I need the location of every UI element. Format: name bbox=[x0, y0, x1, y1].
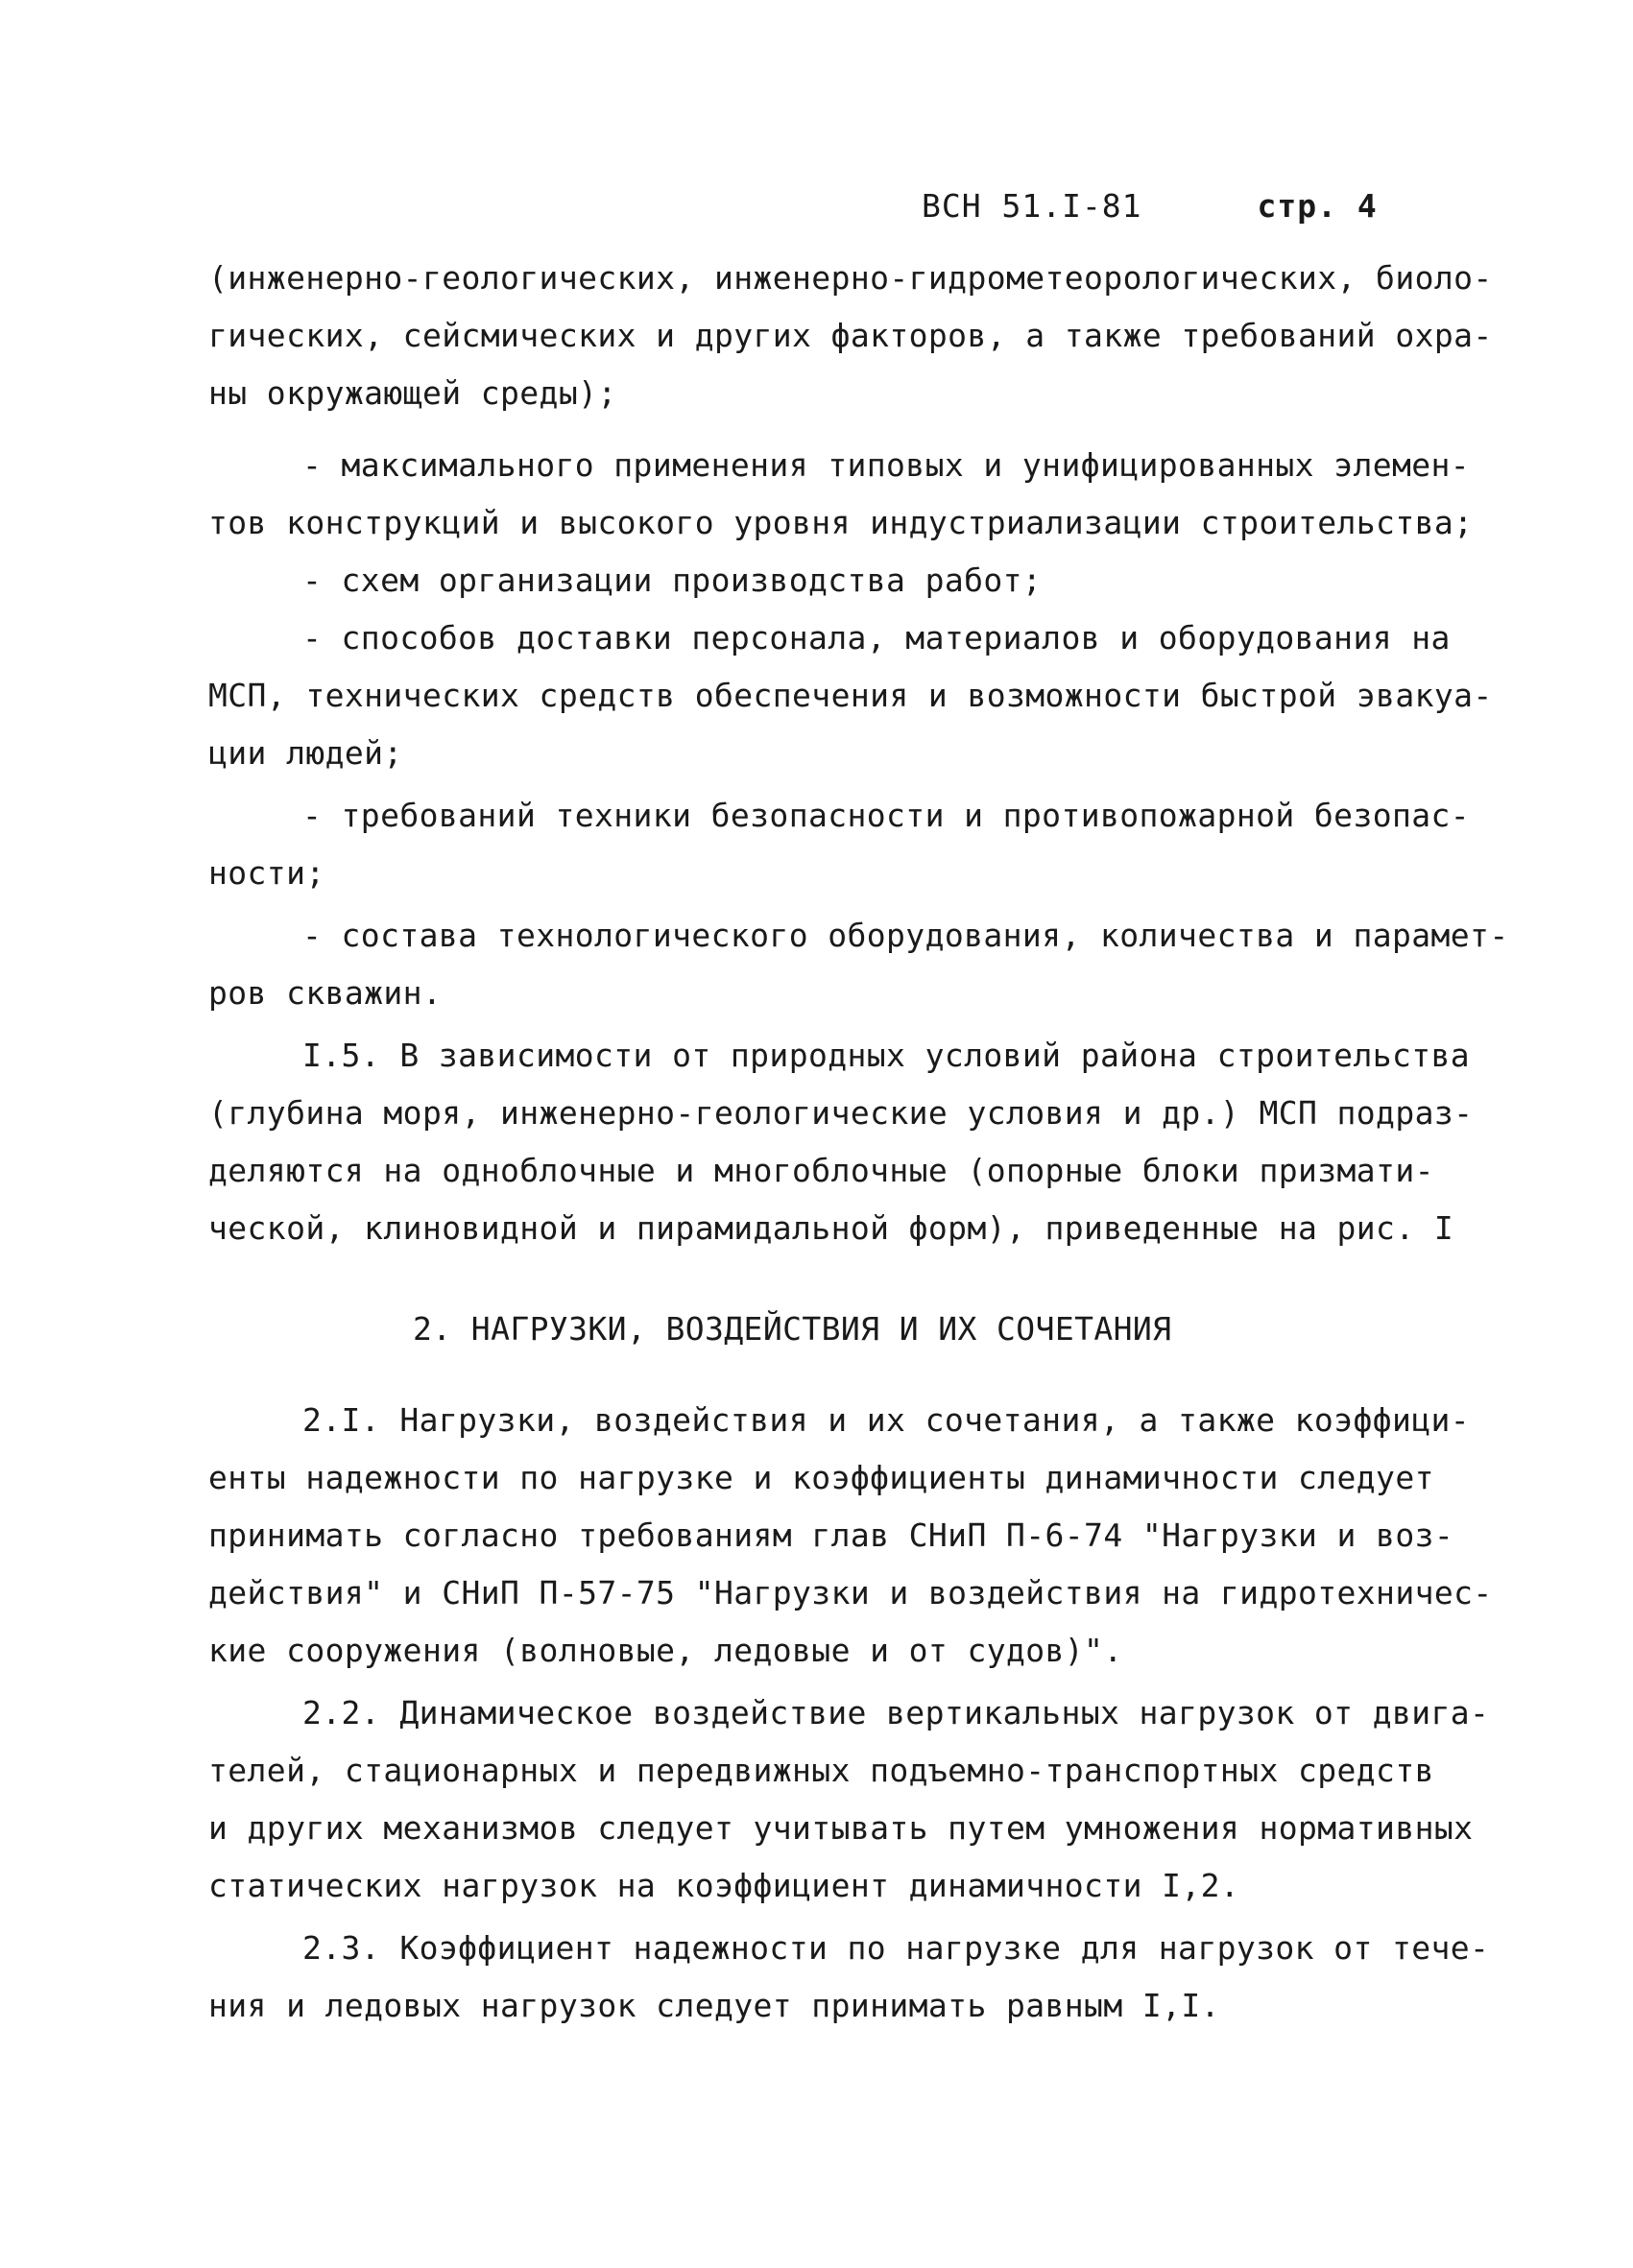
text-line: тов конструкций и высокого уровня индустриализации строительства; bbox=[208, 504, 1474, 541]
page-number: стр. 4 bbox=[1257, 187, 1378, 225]
text-line: ции людей; bbox=[208, 734, 403, 772]
text-line: енты надежности по нагрузке и коэффициенты динамичности следует bbox=[208, 1459, 1434, 1496]
text-line: деляются на одноблочные и многоблочные (опорные блоки призмати- bbox=[208, 1152, 1434, 1189]
text-line: ности; bbox=[208, 854, 325, 892]
text-line: - требований техники безопасности и противопожарной безопас- bbox=[302, 797, 1471, 834]
text-line: статических нагрузок на коэффициент динамичности I,2. bbox=[208, 1867, 1240, 1904]
text-line: 2.3. Коэффициент надежности по нагрузке для нагрузок от тече- bbox=[302, 1929, 1490, 1967]
text-line: принимать согласно требованиям глав СНиП П-6-74 "Нагрузки и воз- bbox=[208, 1516, 1454, 1554]
text-line: кие сооружения (волновые, ледовые и от судов)". bbox=[208, 1632, 1123, 1669]
text-line: МСП, технических средств обеспечения и возможности быстрой эвакуа- bbox=[208, 677, 1493, 714]
text-line: действия" и СНиП П-57-75 "Нагрузки и воздействия на гидротехничес- bbox=[208, 1574, 1493, 1611]
text-line: 2.2. Динамическое воздействие вертикальных нагрузок от двига- bbox=[302, 1694, 1490, 1731]
text-line: (инженерно-геологических, инженерно-гидрометеорологических, биоло- bbox=[208, 259, 1493, 297]
text-line: ны окружающей среды); bbox=[208, 374, 617, 412]
text-line: и других механизмов следует учитывать путем умножения нормативных bbox=[208, 1809, 1474, 1847]
page-header bbox=[922, 187, 1378, 225]
text-line: - максимального применения типовых и унифицированных элемен- bbox=[302, 446, 1471, 484]
text-line: телей, стационарных и передвижных подъемно-транспортных средств bbox=[208, 1752, 1434, 1789]
text-line: ния и ледовых нагрузок следует принимать равным I,I. bbox=[208, 1987, 1220, 2024]
text-line: (глубина моря, инженерно-геологические условия и др.) МСП подраз- bbox=[208, 1094, 1474, 1132]
text-line: I.5. В зависимости от природных условий района строительства bbox=[302, 1037, 1471, 1074]
document-code: ВСН 51.I-81 bbox=[922, 187, 1142, 225]
text-line: - состава технологического оборудования, количества и парамет- bbox=[302, 917, 1509, 954]
text-line: 2.I. Нагрузки, воздействия и их сочетания, а также коэффици- bbox=[302, 1401, 1471, 1439]
text-line: - способов доставки персонала, материалов и оборудования на bbox=[302, 619, 1451, 657]
section-heading: 2. НАГРУЗКИ, ВОЗДЕЙСТВИЯ И ИХ СОЧЕТАНИЯ bbox=[413, 1310, 1172, 1348]
text-line: - схем организации производства работ; bbox=[302, 561, 1043, 599]
text-line: ческой, клиновидной и пирамидальной форм), приведенные на рис. I bbox=[208, 1209, 1454, 1247]
text-line: гических, сейсмических и других факторов, а также требований охра- bbox=[208, 317, 1493, 354]
text-line: ров скважин. bbox=[208, 974, 443, 1012]
